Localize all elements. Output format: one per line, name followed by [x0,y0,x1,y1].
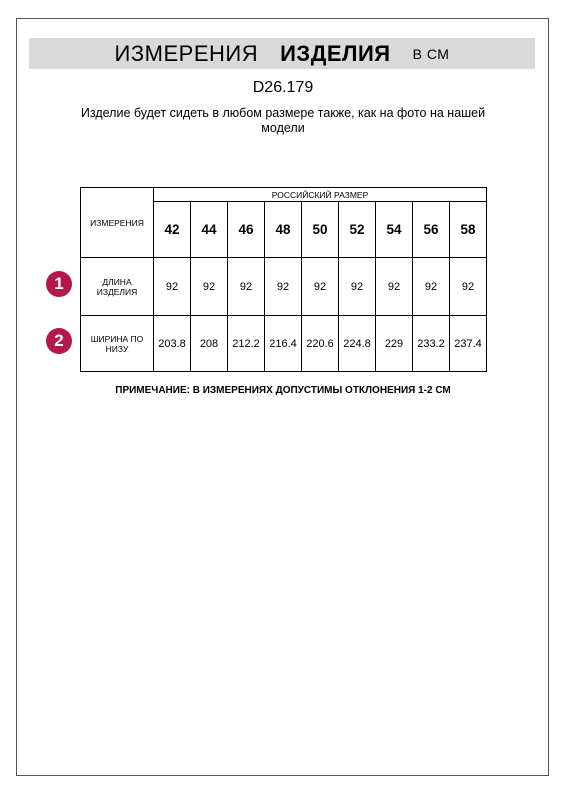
title-bar [29,38,535,69]
table-cell: 216.4 [265,316,302,372]
row-label-line: ШИРИНА ПО [90,333,144,344]
product-code: D26.179 [252,79,314,96]
table-cell: 224.8 [339,316,376,372]
table-row [81,316,487,372]
title-part-measurements: ИЗМЕРЕНИЯ [114,40,259,66]
size-header-46: 46 [228,202,265,258]
measurement-badge-2: 2 [46,328,72,354]
table-cell: 92 [265,258,302,316]
table-cell: 92 [154,258,191,316]
table-cell: 92 [339,258,376,316]
row-label-width [81,316,154,372]
table-cell: 233.2 [413,316,450,372]
table-cell: 92 [413,258,450,316]
table-cell: 237.4 [450,316,487,372]
table-cell: 220.6 [302,316,339,372]
size-header-48: 48 [265,202,302,258]
table-cell: 229 [376,316,413,372]
fit-description-line-1: Изделие будет сидеть в любом размере также, как на фото на нашей [80,106,486,120]
table-cell: 92 [302,258,339,316]
tolerance-note: ПРИМЕЧАНИЕ: В ИЗМЕРЕНИЯХ ДОПУСТИМЫ ОТКЛОНЕНИЯ 1-2 СМ [115,385,451,396]
measure-header-cell: ИЗМЕРЕНИЯ [81,188,154,258]
table-cell: 92 [376,258,413,316]
russian-size-header: РОССИЙСКИЙ РАЗМЕР [154,188,487,202]
size-header-42: 42 [154,202,191,258]
size-header-54: 54 [376,202,413,258]
fit-description-line-2: модели [261,121,305,135]
table-cell: 212.2 [228,316,265,372]
table-cell: 208 [191,316,228,372]
row-label-line: ДЛИНА [102,276,132,287]
row-label-line: ИЗДЕЛИЯ [96,286,138,297]
size-header-56: 56 [413,202,450,258]
table-row [81,258,487,316]
table-cell: 92 [228,258,265,316]
size-header-50: 50 [302,202,339,258]
title-part-product: ИЗДЕЛИЯ [280,40,391,66]
size-table-group-row [81,188,487,202]
size-header-52: 52 [339,202,376,258]
row-label-line: НИЗУ [105,343,129,354]
measurement-badge-1: 1 [46,271,72,297]
title-units: В СМ [412,45,450,62]
table-cell: 92 [191,258,228,316]
size-header-58: 58 [450,202,487,258]
size-table [80,187,487,372]
table-cell: 92 [450,258,487,316]
fit-description [70,106,496,136]
size-header-44: 44 [191,202,228,258]
row-label-length [81,258,154,316]
table-cell: 203.8 [154,316,191,372]
